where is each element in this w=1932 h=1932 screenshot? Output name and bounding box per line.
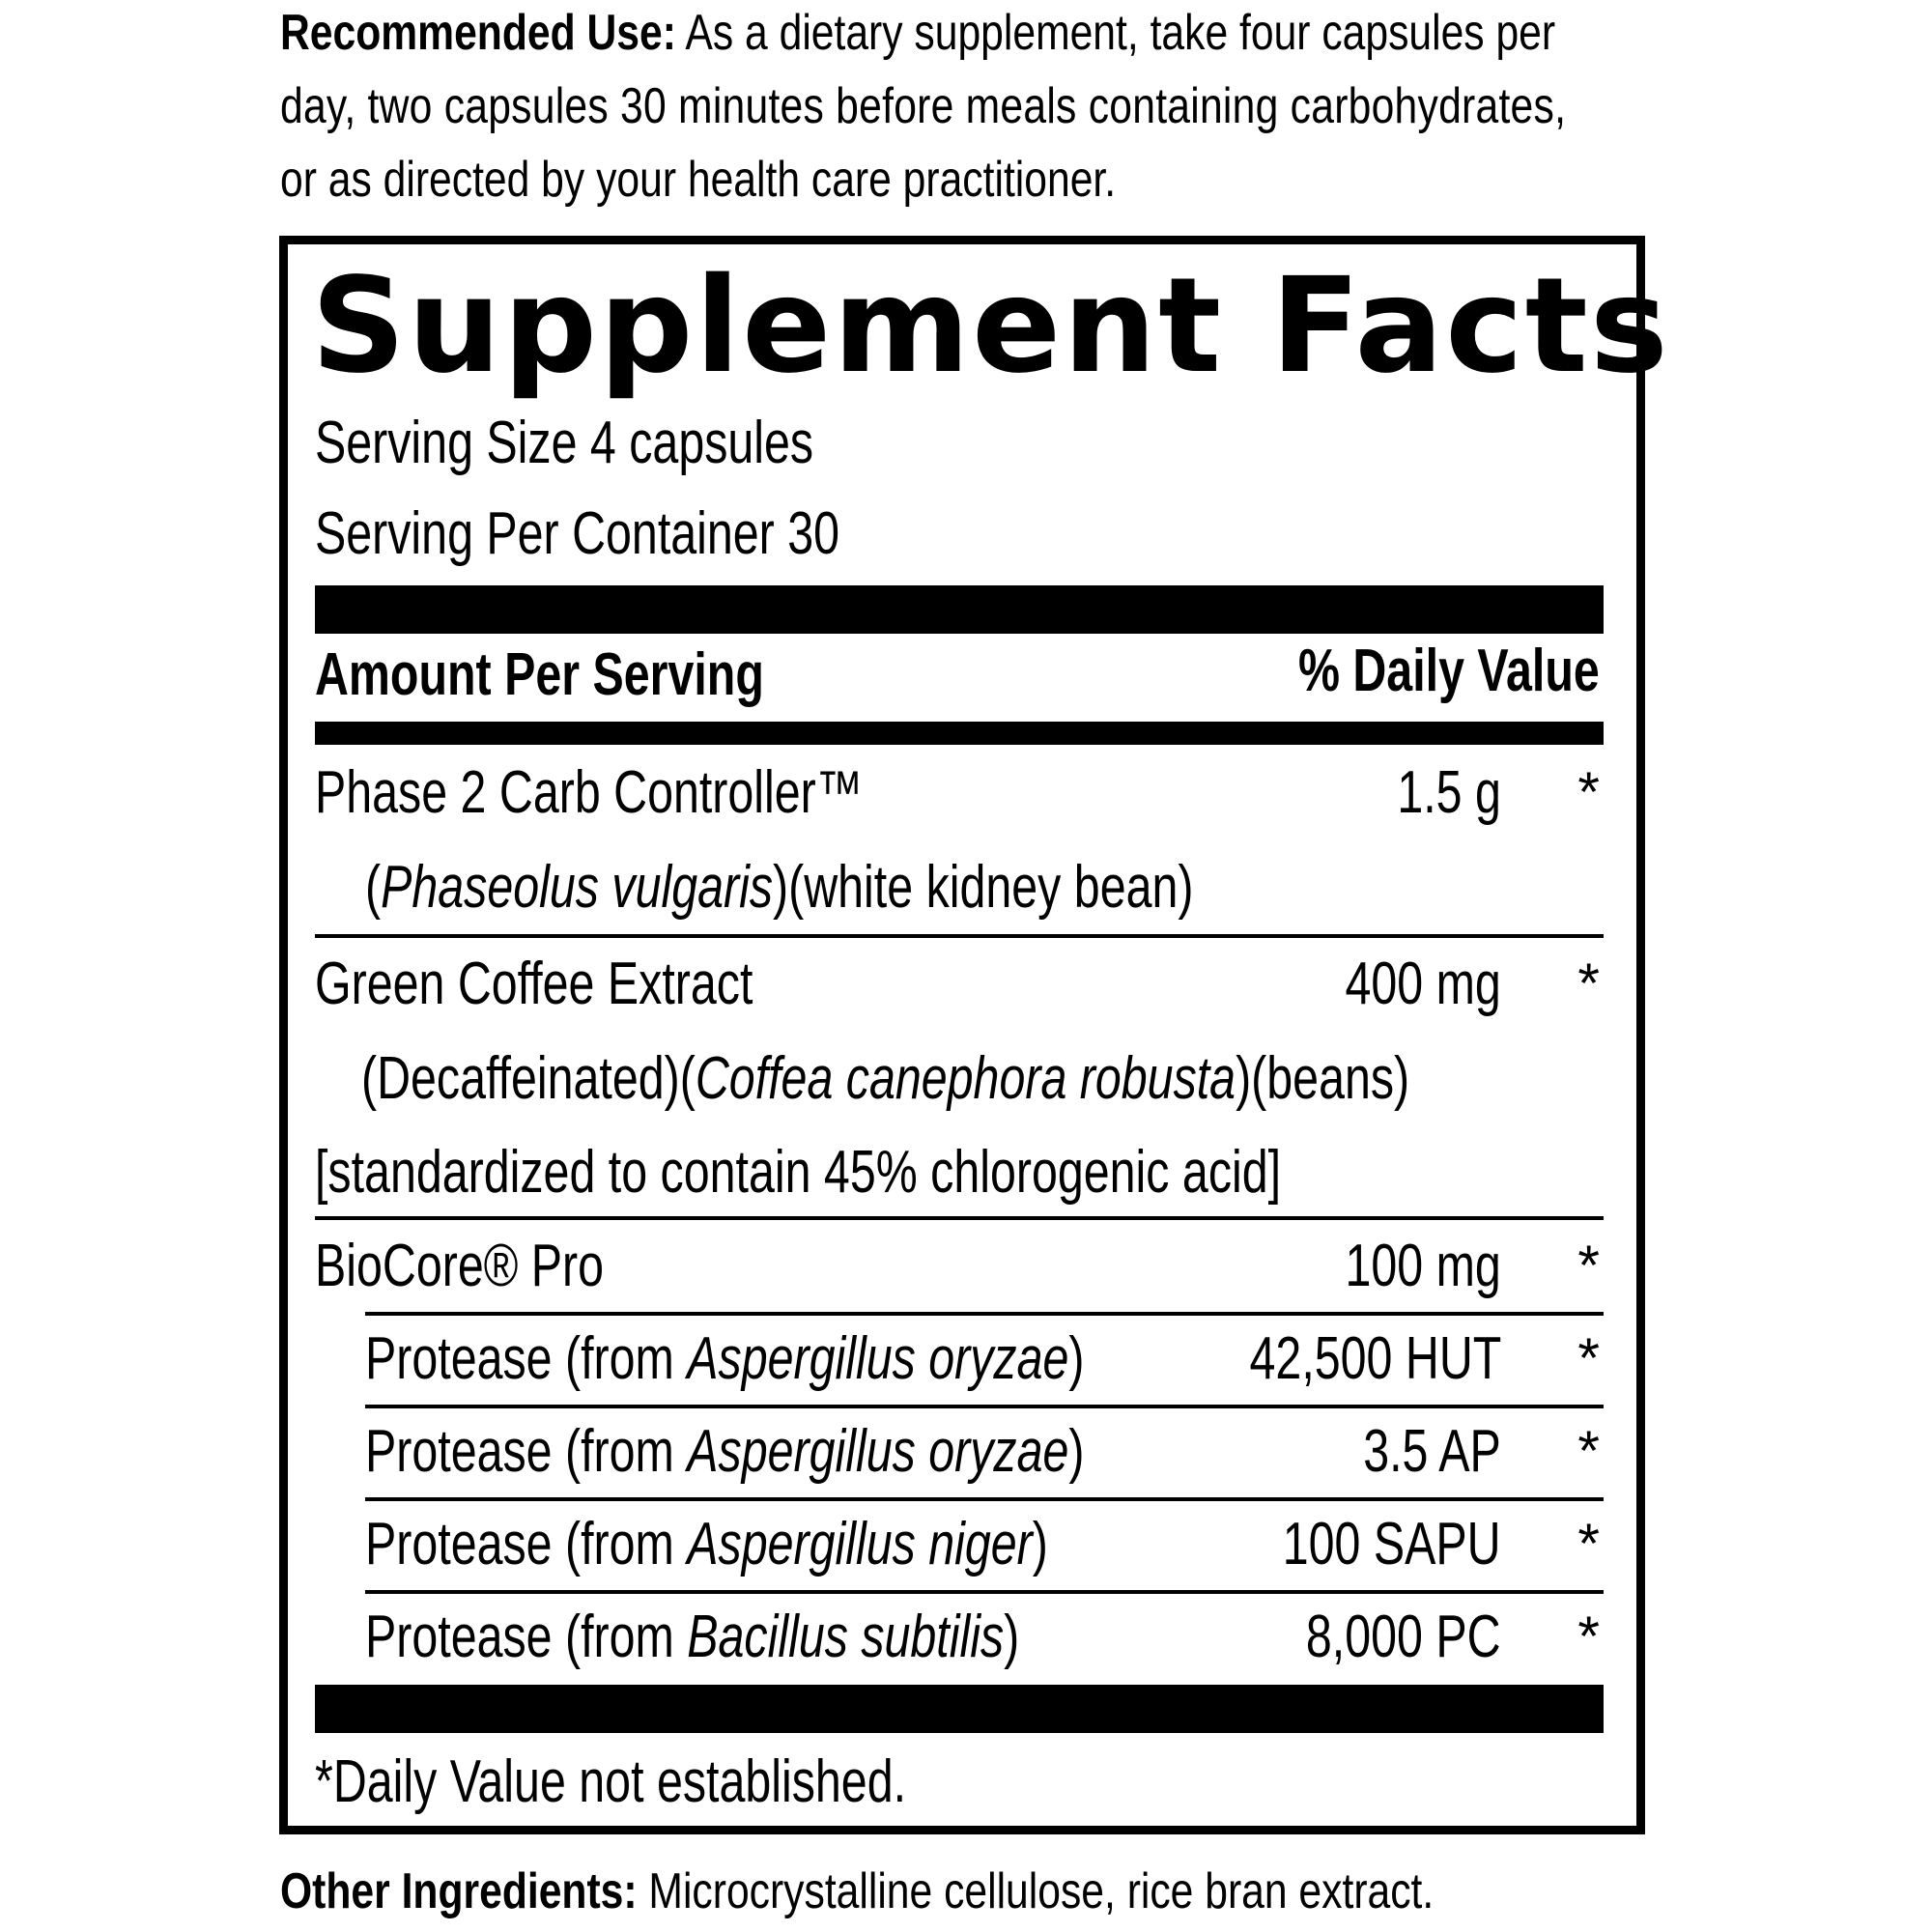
sub-ingredient-name: Protease (from Aspergillus oryzae): [365, 1418, 1085, 1485]
servings-per-container: Serving Per Container 30: [315, 500, 840, 567]
bottom-thick-divider: [315, 1685, 1604, 1733]
ingredient-standardization: [standardized to contain 45% chlorogenic acid]: [315, 1139, 1282, 1206]
recommended-use-label: Recommended Use:: [280, 5, 676, 61]
sub-row-divider: [365, 1312, 1604, 1316]
sub-ingredient-daily-value: *: [1577, 1327, 1600, 1390]
daily-value-biocore: *: [1577, 1235, 1600, 1297]
recommended-use-line-3: or as directed by your health care practitioner.: [280, 152, 1117, 208]
other-ingredients: [280, 1862, 1434, 1920]
sub-ingredient-amount: 100 SAPU: [1283, 1511, 1501, 1577]
other-ingredients-label: Other Ingredients:: [280, 1863, 638, 1919]
supplement-facts-panel: [279, 236, 1670, 1834]
header-amount-per-serving: Amount Per Serving: [315, 641, 764, 708]
sub-ingredient-amount: 8,000 PC: [1306, 1604, 1501, 1670]
sub-ingredient-daily-value: *: [1577, 1513, 1600, 1576]
ingredient-amount-biocore: 100 mg: [1345, 1233, 1501, 1299]
header-daily-value: % Daily Value: [1298, 638, 1600, 704]
ingredient-name-biocore: BioCore® Pro: [315, 1233, 605, 1299]
recommended-use-line-1: Recommended Use: As a dietary supplement, take four capsules per: [280, 5, 1556, 61]
sub-ingredient-name: Protease (from Bacillus subtilis): [365, 1604, 1020, 1670]
facts-title: Supplement Facts: [311, 250, 1670, 403]
sub-ingredient-amount: 42,500 HUT: [1249, 1325, 1501, 1392]
ingredient-amount-phase2: 1.5 g: [1397, 759, 1501, 826]
sub-ingredient-amount: 3.5 AP: [1363, 1418, 1501, 1485]
row-divider: [315, 934, 1604, 938]
sub-ingredient-daily-value: *: [1577, 1605, 1600, 1668]
sub-row-divider: [365, 1590, 1604, 1594]
ingredient-name-phase2: Phase 2 Carb Controller™: [315, 759, 864, 826]
ingredient-detail-phase2: (Phaseolus vulgaris)(white kidney bean): [365, 854, 1194, 921]
sub-row-divider: [365, 1497, 1604, 1501]
daily-value-green-coffee: *: [1577, 952, 1600, 1015]
ingredient-detail-green-coffee: (Decaffeinated)(Coffea canephora robusta)(beans): [361, 1045, 1410, 1112]
recommended-use-line-2: day, two capsules 30 minutes before meals containing carbohydrates,: [280, 78, 1567, 134]
daily-value-footnote: *Daily Value not established.: [315, 1748, 907, 1815]
sub-ingredient-name: Protease (from Aspergillus niger): [365, 1511, 1048, 1577]
header-divider: [315, 722, 1604, 745]
serving-size: Serving Size 4 capsules: [315, 410, 814, 476]
sub-ingredient-daily-value: *: [1577, 1420, 1600, 1483]
sub-row-divider: [365, 1405, 1604, 1408]
sub-ingredient-name: Protease (from Aspergillus oryzae): [365, 1325, 1085, 1392]
ingredient-amount-green-coffee: 400 mg: [1345, 951, 1501, 1017]
daily-value-phase2: *: [1577, 761, 1600, 824]
top-thick-divider: [315, 585, 1604, 634]
ingredient-name-green-coffee: Green Coffee Extract: [315, 951, 753, 1017]
other-ingredients-text: Microcrystalline cellulose, rice bran extract.: [637, 1863, 1435, 1919]
row-divider: [315, 1216, 1604, 1220]
